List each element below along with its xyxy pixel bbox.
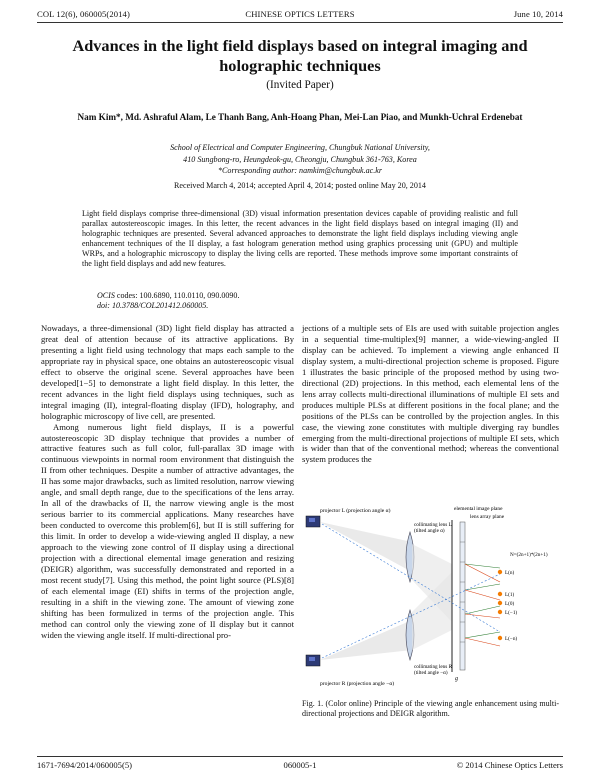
figure-caption: Fig. 1. (Color online) Principle of the viewing angle enhancement using multi-directional projections and DEIGR algorithm. (302, 699, 559, 719)
label-collimating-top-angle: (tilted angle α) (414, 528, 445, 534)
label-collimating-top: collimating lens L (414, 522, 452, 528)
label-collimating-bottom-angle: (tilted angle −α) (414, 670, 448, 676)
received-dates: Received March 4, 2014; accepted April 4, 2014; posted online May 20, 2014 (174, 181, 426, 190)
ocis-codes: codes: 100.6890, 110.0110, 090.0090. (116, 291, 240, 300)
author-list: Nam Kim*, Md. Ashraful Alam, Le Thanh Bang, Anh-Hoang Phan, Mei-Lan Piao, and Munkh-Uchral Erdenebat (77, 112, 523, 122)
label-n-eq: N=(2n+1)*(2n+1) (510, 552, 548, 558)
corresponding-author: *Corresponding author: namkim@chungbuk.ac.kr (217, 166, 383, 175)
journal-name: CHINESE OPTICS LETTERS (245, 9, 355, 19)
page-number: 060005-1 (283, 760, 317, 770)
label-L-n: L(n) (505, 570, 515, 576)
issue-date: June 10, 2014 (513, 9, 563, 19)
copyright: © 2014 Chinese Optics Letters (456, 760, 563, 770)
label-collimating-bottom: collimating lens R (414, 664, 453, 670)
footer-rule (37, 756, 563, 757)
issn: 1671-7694/2014/060005(5) (37, 760, 133, 770)
header-rule (37, 22, 563, 23)
doi: doi: 10.3788/COL201412.060005. (97, 301, 209, 311)
label-g: g (455, 676, 458, 682)
label-ei-plane: elemental image plane (454, 506, 503, 512)
abstract-text: Light field displays comprise three-dimensional (3D) visual information presentation devices capable of providing realistic and full parallax autostereoscopic images. In this letter, the recent advances in the light field displays based on integral imaging (II) and holographic techniques are presented. Several advanced approaches to demonstrate the light field displays including viewing angle enhancement techniques of the II display, a fast hologram generation method using graphics processing unit (GPU) and multiple WRPs, and a holographic microscopy to display the living cells are reported. These methods improve some important constraints of the light field displays and add new features. (82, 209, 518, 269)
point-light-sources (498, 570, 502, 640)
ocis-label: OCIS (97, 291, 115, 300)
beam-top (320, 522, 412, 572)
label-projector-top: projector L (projection angle α) (320, 508, 391, 514)
beam-bottom (320, 620, 412, 660)
label-L-minus-n: L(−n) (505, 636, 518, 642)
label-lens-array: lens array plane (470, 514, 505, 520)
label-L-0: L(0) (505, 601, 515, 607)
left-column (41, 323, 294, 641)
running-header (37, 9, 563, 23)
journal-issue: COL 12(6), 060005(2014) (37, 9, 130, 19)
right-column (302, 323, 559, 465)
body-paragraph: Among numerous light field displays, II is a powerful autostereoscopic 3D display technique that provides a number of attractive features such as full color, full-parallax 3D image with continuous viewpoints in normal room environment that distinguish the II from other techniques. Despite a number of attractive advantages, the II has some major drawbacks, such as limited resolution, narrow viewing angle, and small depth range, due to the specifications of the lens array. In all of the drawbacks of II, the narrow viewing angle is the most serious barrier to its commercial applications. Many researches have been conducted to overcome this problem[6], but II is still suffering for this limit. In order to develop a wide-viewing angled II display, a new approach to the viewing zone control of II display using a directional projection with a directional elemental image generation and resizing (DEIGR) algorithm, was successfully demonstrated and reported in a most recent study[7]. Using this method, the point light source (PLS)[8] of each elemental image (EI) shifts in terms of the projection angle, resulting in a shift in the viewing zone. The amount of viewing zone shifting has been formulized in terms of the projection angle. This method can control only the viewing zone of II display but it cannot widen the viewing angle itself. If multi-directional pro- (41, 421, 294, 640)
paper-title: Advances in the light field displays based on integral imaging and holographic techniques (72, 36, 528, 75)
abstract (82, 209, 518, 270)
label-projector-bottom: projector R (projection angle −α) (320, 681, 395, 687)
figure-1-diagram (302, 502, 559, 695)
body-paragraph: Nowadays, a three-dimensional (3D) light field display has attracted a great deal of attention because of its attractive applications. By presenting a light field using technology that maps each sample to the appropriate ray in physical space, one obtains an autostereoscopic visual effect to observe the original scene. Several approaches have been developed[1−5] to demonstrate a light field display. In this letter, the recent advances in the light field displays using techniques, such as integral imaging (II), integral-floating display (IFD), holography, and holographic microscopy of live cell, are presented. (41, 323, 294, 421)
projector-top (306, 516, 320, 527)
affiliation (60, 142, 540, 177)
label-L-minus-1: L(−1) (505, 610, 518, 616)
lens-array (460, 522, 465, 670)
paper-subtitle: (Invited Paper) (266, 79, 334, 91)
affiliation-line: School of Electrical and Computer Engineering, Chungbuk National University, (170, 143, 430, 152)
projector-bottom (306, 655, 320, 666)
ocis-block (97, 291, 239, 311)
body-paragraph: jections of a multiple sets of EIs are used with suitable projection angles in a sequential time-multiplex[9] manner, a wide-viewing-angled II display can be achieved. To implement a viewing angle enhanced II display system, a multi-directional projection scheme is proposed. Figure 1 illustrates the basic principle of the proposed method by using two-directional (2D) projections. In this method, each elemental lens of the lens array collects multi-directional illuminations of multiple EI sets and produces multiple PLSs at different positions in the focal plane; and the positions of the PLSs can be controlled by the projection angles. In this case, the viewing zone constitutes with multiple diverging ray bundles emerging from the multi-directional projections of multiple EI sets, which is wider than that of the conventional method; whereas the conventional system produces the (302, 323, 559, 465)
affiliation-line: 410 Sungbong-ro, Heungdeok-gu, Cheongju, Chungbuk 361-763, Korea (183, 154, 417, 164)
label-L-1: L(1) (505, 592, 515, 598)
